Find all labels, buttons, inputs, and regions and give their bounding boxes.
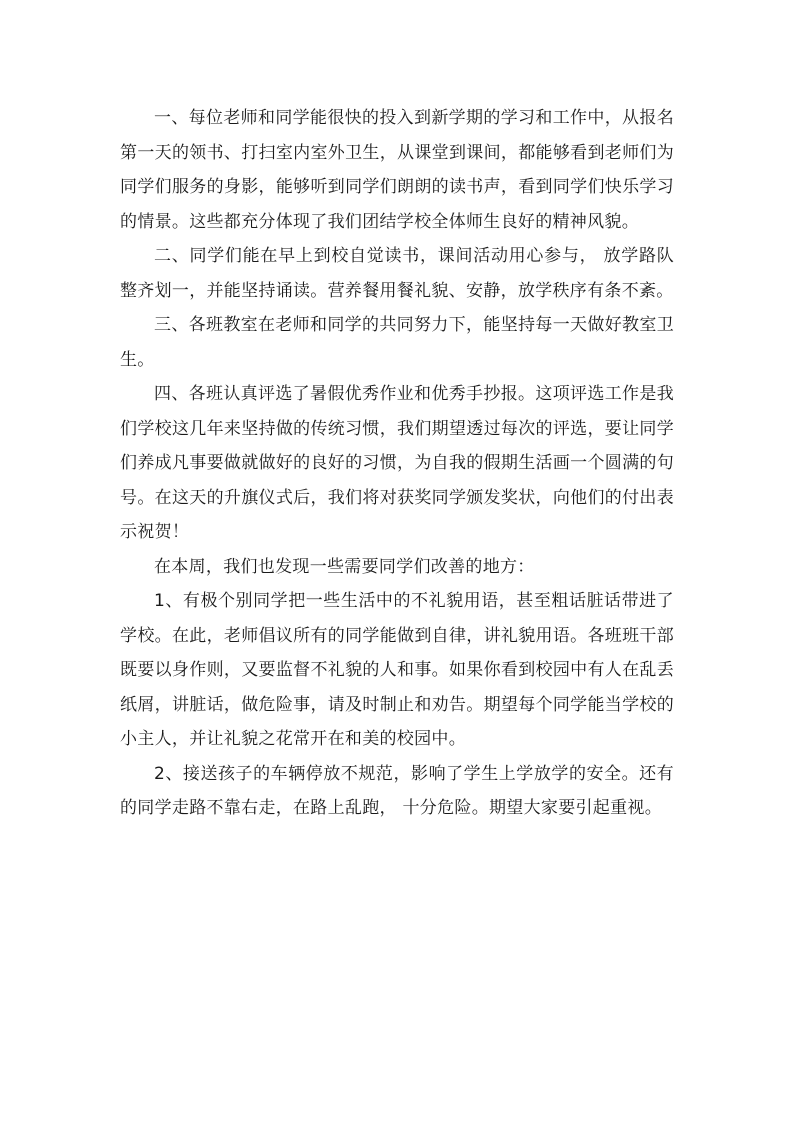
paragraph-achievement-3: 三、各班教室在老师和同学的共同努力下，能坚持每一天做好教室卫生。 <box>120 315 674 370</box>
paragraph-achievement-4: 四、各班认真评选了暑假优秀作业和优秀手抄报。这项评选工作是我们学校这几年来坚持做的传统习惯，我们期望透过每次的评选，要让同学们养成凡事要做就做好的良好的习惯，为自我的假期生活画一个圆满的句号。在这天的升旗仪式后，我们将对获奖同学颁发奖状，向他们的付出表示祝贺！ <box>120 384 674 542</box>
paragraph-achievement-2: 二、同学们能在早上到校自觉读书，课间活动用心参与， 放学路队整齐划一，并能坚持诵读。营养餐用餐礼貌、安静，放学秩序有条不紊。 <box>120 246 674 301</box>
document-body <box>120 101 674 826</box>
paragraph-improvement-1: 1、有极个别同学把一些生活中的不礼貌用语，甚至粗话脏话带进了学校。在此，老师倡议所有的同学能做到自律，讲礼貌用语。各班班干部既要以身作则，又要监督不礼貌的人和事。如果你看到校园中有人在乱丢纸屑，讲脏话，做危险事，请及时制止和劝告。期望每个同学能当学校的小主人，并让礼貌之花常开在和美的校园中。 <box>120 591 674 749</box>
paragraph-improvement-2: 2、接送孩子的车辆停放不规范，影响了学生上学放学的安全。还有的同学走路不靠右走，在路上乱跑， 十分危险。期望大家要引起重视。 <box>120 763 674 818</box>
paragraph-improvement-intro: 在本周，我们也发现一些需要同学们改善的地方： <box>154 556 535 577</box>
paragraph-achievement-1: 一、每位老师和同学能很快的投入到新学期的学习和工作中，从报名第一天的领书、打扫室内室外卫生，从课堂到课间，都能够看到老师们为同学们服务的身影，能够听到同学们朗朗的读书声，看到同学们快乐学习的情景。这些都充分体现了我们团结学校全体师生良好的精神风貌。 <box>120 108 674 232</box>
